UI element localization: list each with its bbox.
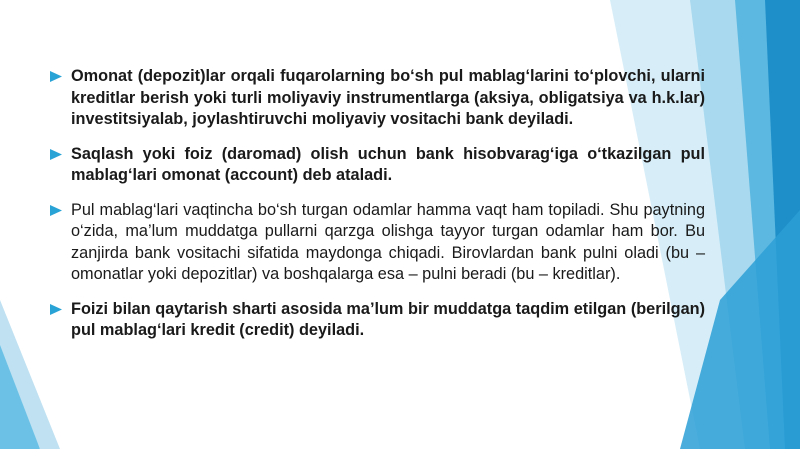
bullet-item-4 bbox=[50, 299, 705, 342]
bullet-text-1: Omonat (depozit)lar orqali fuqarolarning bo‘sh pul mablag‘larini to‘plovchi, ularni kreditlar berish yoki turli moliyaviy instrumentlarga (aksiya, obligatsiya va h.k.lar) investitsiyalab, joylashtiruvchi moliyaviy vositachi bank deyiladi. bbox=[71, 67, 705, 128]
bullet-item-3 bbox=[50, 200, 705, 286]
bullet-list bbox=[50, 66, 705, 355]
bullet-item-2 bbox=[50, 144, 705, 187]
bullet-text-2: Saqlash yoki foiz (daromad) olish uchun bank hisobvarag‘iga o‘tkazilgan pul mablag‘lari omonat (account) deb ataladi. bbox=[71, 144, 705, 184]
triangle-bullet-icon bbox=[50, 149, 62, 160]
bullet-text-4: Foizi bilan qaytarish sharti asosida ma’lum bir muddatga taqdim etilgan (berilgan) pul mablag‘lari kredit (credit) deyiladi. bbox=[71, 299, 705, 339]
triangle-bullet-icon bbox=[50, 71, 62, 82]
bullet-text-3: Pul mablag‘lari vaqtincha bo‘sh turgan odamlar hamma vaqt ham topiladi. Shu paytning o‘zida, ma’lum muddatga pullarni qarzga olishga tayyor turgan odamlar ham bor. Bu zanjirda bank vositachi sifatida maydonga chiqadi. Birovlardan bank pulni oladi (bu – omonatlar yoki depozitlar) va boshqalarga esa – pulni beradi (bu – kreditlar). bbox=[71, 200, 705, 283]
triangle-bullet-icon bbox=[50, 304, 62, 315]
bullet-item-1 bbox=[50, 66, 705, 131]
triangle-bullet-icon bbox=[50, 205, 62, 216]
